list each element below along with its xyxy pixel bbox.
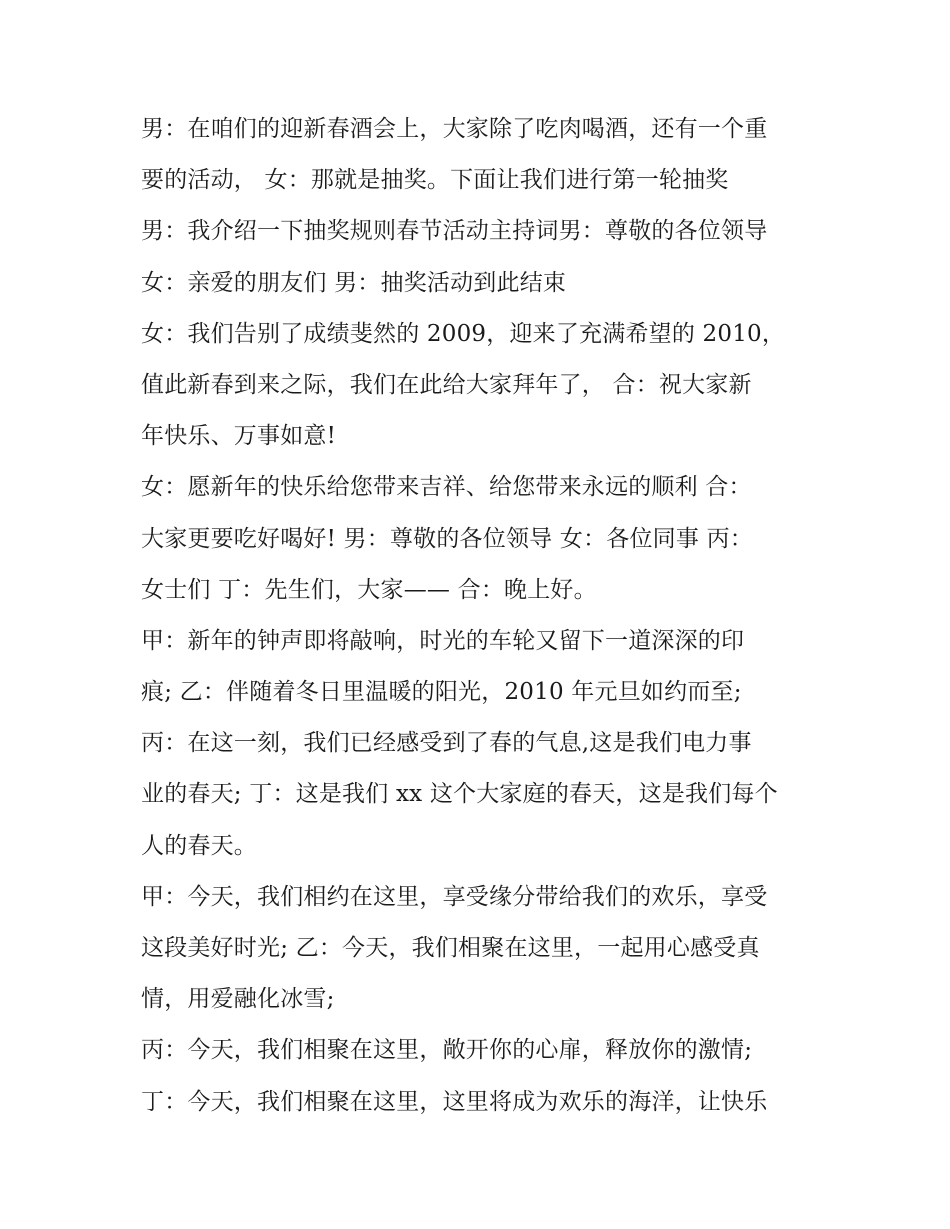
text-line: 丙：今天，我们相聚在这里，敞开你的心扉，释放你的激情; bbox=[141, 1037, 753, 1064]
text-line: 年快乐、万事如意! bbox=[141, 423, 337, 450]
text-line: 人的春天。 bbox=[141, 832, 257, 859]
text-line: 大家更要吃好喝好! 男：尊敬的各位领导 女：各位同事 丙： bbox=[141, 525, 753, 552]
text-line: 女：愿新年的快乐给您带来吉祥、给您带来永远的顺利 合： bbox=[141, 474, 752, 501]
text-line: 女：我们告别了成绩斐然的 2009，迎来了充满希望的 2010， bbox=[141, 320, 786, 347]
text-line: 女：亲爱的朋友们 男：抽奖活动到此结束 bbox=[141, 269, 567, 296]
text-line: 男：我介绍一下抽奖规则春节活动主持词男：尊敬的各位领导 bbox=[141, 218, 768, 245]
text-line: 甲：今天，我们相约在这里，享受缘分带给我们的欢乐，享受 bbox=[141, 883, 768, 910]
text-line: 这段美好时光; 乙：今天，我们相聚在这里，一起用心感受真 bbox=[141, 935, 760, 961]
text-line: 业的春天; 丁：这是我们 xx 这个大家庭的春天，这是我们每个 bbox=[141, 781, 778, 808]
text-line: 丙：在这一刻，我们已经感受到了春的气息,这是我们电力事 bbox=[141, 730, 752, 757]
text-line: 男：在咱们的迎新春酒会上，大家除了吃肉喝酒，还有一个重 bbox=[141, 116, 768, 142]
text-line: 女士们 丁：先生们，大家—— 合：晚上好。 bbox=[141, 576, 597, 603]
text-line: 痕; 乙：伴随着冬日里温暖的阳光，2010 年元旦如约而至; bbox=[141, 679, 742, 706]
text-line: 甲：新年的钟声即将敲响，时光的车轮又留下一道深深的印 bbox=[141, 627, 745, 654]
script-text-body bbox=[141, 104, 821, 1128]
text-line: 要的活动， 女：那就是抽奖。下面让我们进行第一轮抽奖 bbox=[141, 167, 729, 194]
text-line: 值此新春到来之际，我们在此给大家拜年了， 合：祝大家新 bbox=[141, 371, 752, 398]
text-line: 丁：今天，我们相聚在这里，这里将成为欢乐的海洋，让快乐 bbox=[141, 1088, 768, 1115]
text-line: 情，用爱融化冰雪; bbox=[141, 986, 335, 1013]
